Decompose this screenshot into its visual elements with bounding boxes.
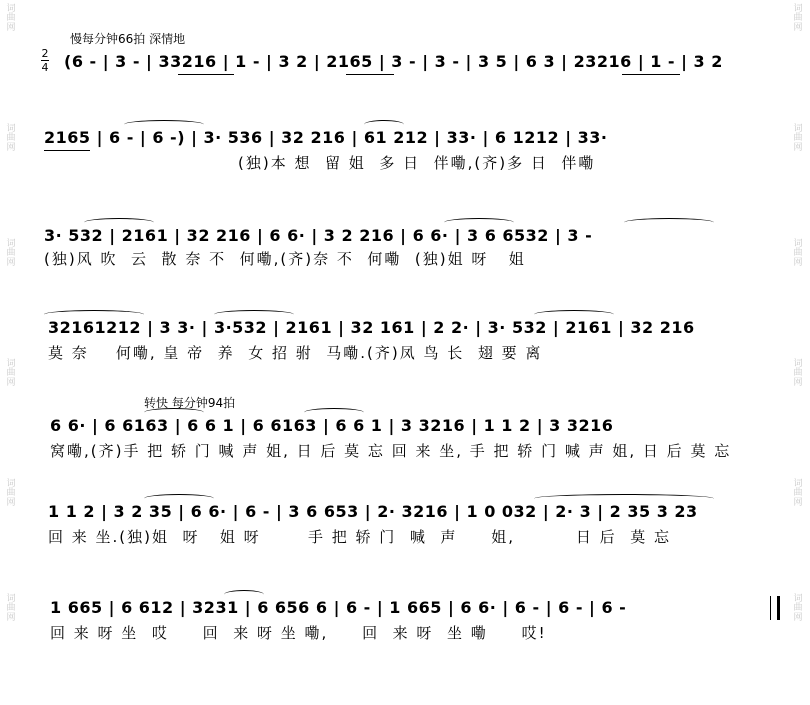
tempo-marking-fast: 转快 每分钟94拍 — [144, 396, 236, 410]
beam — [44, 150, 90, 151]
watermark-left-6: 词 曲 网 — [6, 594, 16, 623]
slur — [624, 218, 714, 227]
watermark-right-3: 词 曲 网 — [793, 239, 803, 268]
score-row-4 — [44, 318, 774, 368]
watermark-left-5: 词 曲 网 — [6, 479, 16, 508]
score-row-3 — [44, 226, 774, 276]
score-row-2 — [44, 128, 774, 178]
score-row-1 — [44, 52, 774, 82]
score-row-7 — [44, 598, 774, 648]
time-signature-top: 2 — [41, 47, 49, 60]
watermark-left-2: 词 曲 网 — [6, 124, 16, 153]
notes-row-1: (6 - | 3 - | 33216 | 1 - | 3 2 | 2165 | 3 - | 3 - | 3 5 | 6 3 | 23216 | 1 - | 3 2 — [64, 52, 723, 71]
watermark-right-5: 词 曲 网 — [793, 479, 803, 508]
notes-row-2: 2165 | 6 - | 6 -) | 3· 536 | 32 216 | 61 212 | 33· | 6 1212 | 33· — [44, 128, 608, 147]
tempo-marking-slow: 慢每分钟66拍 深情地 — [70, 32, 186, 46]
notes-row-3: 3· 532 | 2161 | 32 216 | 6 6· | 3 2 216 | 6 6· | 3 6 6532 | 3 - — [44, 226, 593, 245]
lyrics-row-2: (独)本 想 留 姐 多 日 伴嘞,(齐)多 日 伴嘞 — [238, 154, 596, 172]
beam — [622, 74, 680, 75]
beam — [346, 74, 394, 75]
lyrics-row-3: (独)风 吹 云 散 奈 不 何嘞,(齐)奈 不 何嘞 (独)姐 呀 姐 — [44, 250, 526, 268]
lyrics-row-4: 莫 奈 何嘞, 皇 帝 养 女 招 驸 马嘞.(齐)凤 鸟 长 翅 要 离 — [48, 344, 543, 362]
score-row-6 — [44, 502, 774, 552]
notes-row-4: 32161212 | 3 3· | 3·532 | 2161 | 32 161 | 2 2· | 3· 532 | 2161 | 32 216 — [48, 318, 695, 337]
final-barline — [770, 596, 780, 620]
notes-row-6: 1 1 2 | 3 2 35 | 6 6· | 6 - | 3 6 653 | 2· 3216 | 1 0 032 | 2· 3 | 2 35 3 23 — [48, 502, 698, 521]
lyrics-row-5: 窝嘞,(齐)手 把 轿 门 喊 声 姐, 日 后 莫 忘 回 来 坐, 手 把 轿 门 喊 声 姐, 日 后 莫 忘 — [50, 442, 732, 460]
notes-row-7: 1 665 | 6 612 | 3231 | 6 656 6 | 6 - | 1 665 | 6 6· | 6 - | 6 - | 6 - — [50, 598, 627, 617]
notes-row-5: 6 6· | 6 6163 | 6 6 1 | 6 6163 | 6 6 1 | 3 3216 | 1 1 2 | 3 3216 — [50, 416, 614, 435]
score-row-5 — [44, 416, 774, 466]
watermark-right-4: 词 曲 网 — [793, 359, 803, 388]
lyrics-row-6: 回 来 坐.(独)姐 呀 姐 呀 手 把 轿 门 喊 声 姐, 日 后 莫 忘 — [48, 528, 671, 546]
watermark-right-6: 词 曲 网 — [793, 594, 803, 623]
time-signature-bottom: 4 — [41, 61, 49, 74]
watermark-left-1: 词 曲 网 — [6, 4, 16, 33]
watermark-left-3: 词 曲 网 — [6, 239, 16, 268]
watermark-right-2: 词 曲 网 — [793, 124, 803, 153]
lyrics-row-7: 回 来 呀 坐 哎 回 来 呀 坐 嘞, 回 来 呀 坐 嘞 哎! — [50, 624, 547, 642]
watermark-right-1: 词 曲 网 — [793, 4, 803, 33]
beam — [178, 74, 234, 75]
watermark-left-4: 词 曲 网 — [6, 359, 16, 388]
